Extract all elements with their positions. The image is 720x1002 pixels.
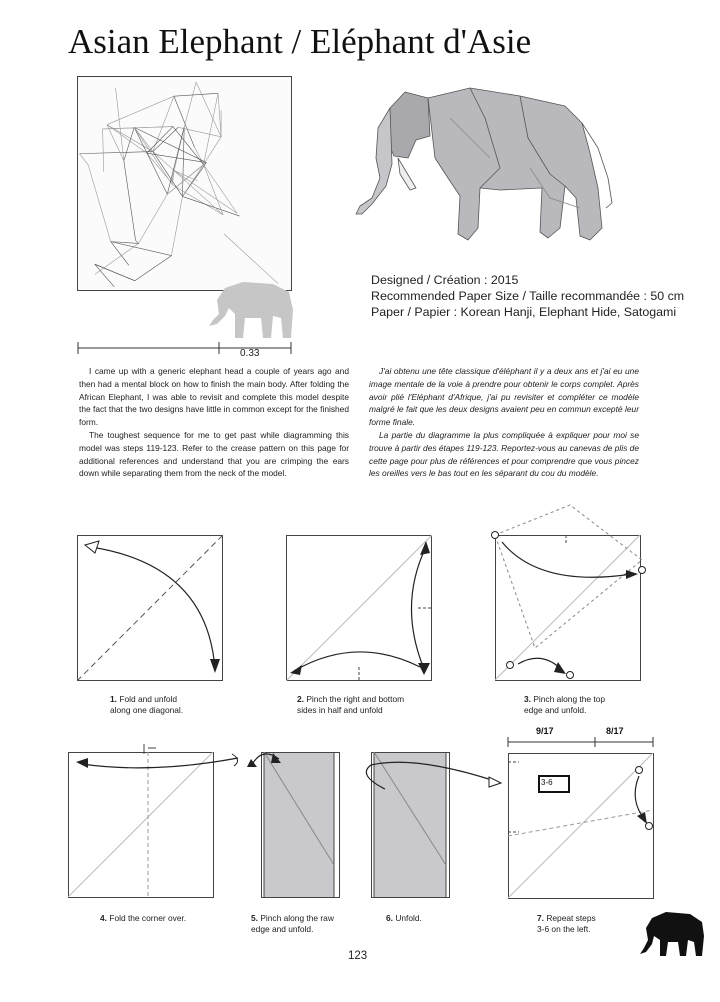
page-title: Asian Elephant / Eléphant d'Asie: [68, 22, 532, 61]
elephant-model-illustration: [350, 78, 615, 253]
crease-line: [135, 256, 172, 281]
step-4-caption: 4. Fold the corner over.: [100, 913, 187, 923]
crease-line: [153, 96, 174, 151]
paper-types: Paper / Papier : Korean Hanji, Elephant Hide, Satogami: [371, 305, 677, 319]
step-6-caption: 6. Unfold.: [386, 913, 422, 923]
paragraph: The toughest sequence for me to get past while diagramming this model was steps 119-123. Refer to the crease pattern on this page for additional references and understand that you are crimping the ears down while separating them from the neck of the model.: [79, 429, 349, 479]
crease-line: [174, 171, 223, 215]
crease-line: [103, 127, 173, 129]
step-2-caption: 2. Pinch the right and bottom sides in half and unfold: [297, 694, 405, 715]
step-2-diagram: [286, 535, 432, 681]
elephant-silhouette-icon: [638, 910, 708, 960]
crease-line: [174, 171, 237, 214]
step-6-diagram: [355, 745, 505, 900]
step-1-caption: 1. Fold and unfold along one diagonal.: [110, 694, 184, 715]
paragraph: I came up with a generic elephant head a couple of years ago and then had a mental block on how to finish the main body. After folding the African Elephant, I was able to revisit and complete this model despite the fact that the two designs have little in common except for the finished form.: [79, 366, 349, 428]
crease-line: [224, 234, 278, 284]
elephant-silhouette-faint: [203, 280, 298, 342]
step-4-diagram: [62, 740, 242, 900]
crease-line: [124, 161, 136, 240]
step-3-caption: 3. Pinch along the top edge and unfold.: [524, 694, 606, 715]
crease-line: [95, 264, 135, 281]
crease-line: [95, 243, 139, 274]
crease-line: [136, 240, 139, 243]
step-3-diagram: [480, 500, 655, 685]
fraction-right: 8/17: [606, 726, 624, 736]
crease-line: [182, 165, 203, 197]
crease-line: [79, 154, 88, 165]
crease-line: [182, 196, 239, 216]
step-7-diagram: [505, 734, 675, 904]
recommended-paper-size: Recommended Paper Size / Taille recommandée : 50 cm: [371, 289, 685, 303]
crease-line: [174, 93, 218, 96]
crease-line: [218, 93, 221, 137]
step-7-caption: 7. Repeat steps 3-6 on the left.: [537, 913, 596, 934]
crease-line: [153, 127, 178, 151]
crease-line: [196, 82, 221, 137]
crease-line: [134, 127, 153, 151]
crease-line: [171, 196, 182, 255]
step-5-caption: 5. Pinch along the raw edge and unfold.: [251, 913, 334, 934]
paragraph: La partie du diagramme la plus compliquée à expliquer pour moi se trouve à partir des étapes 119-123. Reportez-vous au canevas de plis de cette page pour plus de références et pour comprendre que vous pincez les oreilles vers le bas tout en les séparant du cou du modèle.: [369, 429, 639, 479]
page-number: 123: [348, 950, 368, 962]
crease-line: [195, 147, 204, 164]
crease-pattern-lines: [78, 77, 291, 290]
crease-line: [124, 127, 134, 160]
paragraph: J'ai obtenu une tête classique d'éléphant il y a deux ans et j'ai eu une image mentale de la voie à prendre pour obtenir le corps complet. Après avoir plié l'Eléphant d'Afrique, j'ai pu revisiter et compléter ce modèle malgré le fait que les deux designs avaient peu en commun excepté leur forme finale.: [369, 366, 639, 428]
crease-line: [134, 127, 206, 162]
crease-line: [204, 93, 218, 164]
step-1-diagram: [77, 535, 223, 681]
crease-line: [182, 127, 184, 196]
crease-line: [107, 125, 147, 153]
step-5-diagram: [245, 745, 355, 900]
crease-line: [116, 88, 124, 161]
crease-line: [103, 129, 104, 172]
crease-line: [184, 82, 196, 127]
crease-line: [174, 96, 195, 147]
fraction-left: 9/17: [536, 726, 554, 736]
crease-line: [147, 127, 173, 154]
crease-line: [107, 125, 124, 161]
designed-date: Designed / Création : 2015: [371, 273, 519, 287]
crease-line: [79, 152, 152, 154]
crease-line: [139, 194, 168, 243]
description-french: [369, 365, 639, 480]
crease-pattern: [77, 76, 292, 291]
crease-line: [178, 127, 221, 137]
scale-label: 0.33: [240, 348, 260, 359]
repeat-steps-box: 3-6: [541, 778, 553, 787]
crease-line: [88, 165, 111, 242]
description-english: [79, 365, 349, 480]
scale-bar: [77, 340, 292, 364]
